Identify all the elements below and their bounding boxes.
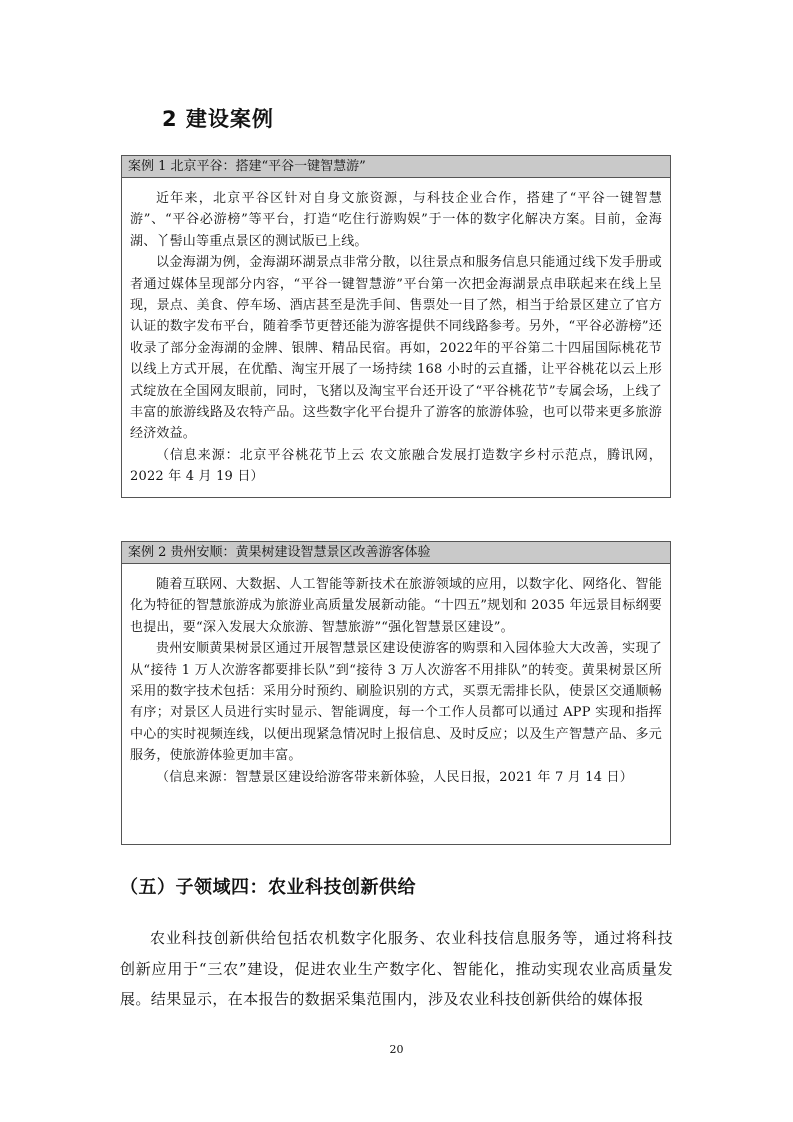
- page-number: 20: [389, 1043, 404, 1056]
- case-1-heading: 案例 1 北京平谷：搭建“平谷一键智慧游”: [122, 156, 670, 178]
- body-text: [120, 923, 673, 1015]
- case-1-body: [122, 178, 670, 488]
- case-2-source: （信息来源：智慧景区建设给游客带来新体验，人民日报，2021 年 7 月 14 日）: [156, 769, 633, 785]
- subsection-title: （五）子领域四：农业科技创新供给: [120, 877, 416, 898]
- case-1-paragraph: 近年来，北京平谷区针对自身文旅资源，与科技企业合作，搭建了“平谷一键智慧游”、“平谷必游榜”等平台，打造“吃住行游购娱”于一体的数字化解决方案。目前，金海湖、丫髻山等重点景区的测试版已上线。: [130, 191, 662, 249]
- case-2-paragraph: 随着互联网、大数据、人工智能等新技术在旅游领域的应用，以数字化、网络化、智能化为特征的智慧旅游成为旅游业高质量发展新动能。“十四五”规划和 2035 年远景目标纲要也提出，要“深入发展大众旅游、智慧旅游”“强化智慧景区建设”。: [130, 577, 662, 635]
- section-title: 2 建设案例: [162, 107, 274, 131]
- case-1-paragraph: 以金海湖为例，金海湖环湖景点非常分散，以往景点和服务信息只能通过线下发手册或者通过媒体呈现部分内容，“平谷一键智慧游”平台第一次把金海湖景点串联起来在线上呈现，景点、美食、停车场、酒店甚至是洗手间、售票处一目了然，相当于给景区建立了官方认证的数字发布平台，随着季节更替还能为游客提供不同线路参考。另外，“平谷必游榜”还收录了部分金海湖的金牌、银牌、精品民宿。再如，2022年的平谷第二十四届国际桃花节以线上方式开展，在优酷、淘宝开展了一场持续 168 小时的云直播，让平谷桃花以云上形式绽放在全国网友眼前，同时，飞猪以及淘宝平台还开设了“平谷桃花节”专属会场，上线了丰富的旅游线路及农特产品。这些数字化平台提升了游客的旅游体验，也可以带来更多旅游经济效益。: [130, 255, 662, 442]
- case-2-heading: 案例 2 贵州安顺：黄果树建设智慧景区改善游客体验: [122, 542, 670, 564]
- case-box-2: [121, 541, 671, 845]
- case-2-paragraph: 贵州安顺黄果树景区通过开展智慧景区建设使游客的购票和入园体验大大改善，实现了从“接待 1 万人次游客都要排长队”到“接待 3 万人次游客不用排队”的转变。黄果树景区所采用的数字技术包括：采用分时预约、刷脸识别的方式，买票无需排长队，使景区交通顺畅有序；对景区人员进行实时显示、智能调度，每一个工作人员都可以通过 APP 实现和指挥中心的实时视频连线，以便出现紧急情况时上报信息、及时反应；以及生产智慧产品、多元服务，使旅游体验更加丰富。: [130, 641, 662, 764]
- case-2-body: [122, 564, 670, 788]
- case-box-1: [121, 155, 671, 498]
- case-1-source: （信息来源：北京平谷桃花节上云 农文旅融合发展打造数字乡村示范点，腾讯网，2022 年 4 月 19 日）: [130, 447, 662, 485]
- body-paragraph: 农业科技创新供给包括农机数字化服务、农业科技信息服务等，通过将科技创新应用于“三农”建设，促进农业生产数字化、智能化，推动实现农业高质量发展。结果显示，在本报告的数据采集范围内，涉及农业科技创新供给的媒体报: [120, 929, 673, 1008]
